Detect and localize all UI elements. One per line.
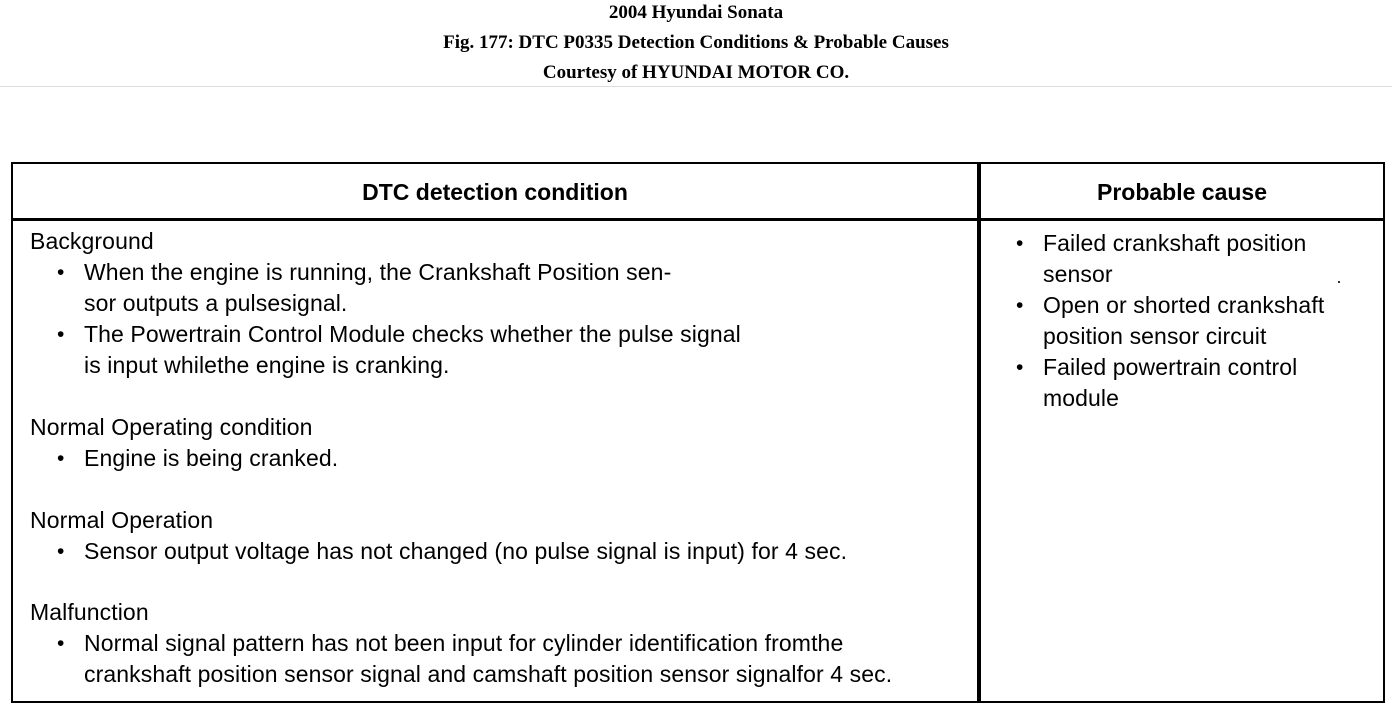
background-bullet-1-line-2: sor outputs a pulsesignal. bbox=[84, 290, 348, 316]
cause-1-line-1: Failed crankshaft position bbox=[1043, 230, 1307, 256]
bullet-icon: • bbox=[57, 447, 65, 470]
column-header-probable-cause: Probable cause bbox=[1096, 179, 1268, 205]
bullet-icon: • bbox=[1016, 294, 1024, 317]
section-heading-malfunction: Malfunction bbox=[30, 599, 149, 625]
figure-caption: Fig. 177: DTC P0335 Detection Conditions & Probable Causes bbox=[443, 32, 949, 53]
bullet-icon: • bbox=[57, 632, 65, 655]
bullet-icon: • bbox=[57, 323, 65, 346]
cause-2-line-1: Open or shorted crankshaft bbox=[1043, 292, 1325, 318]
cause-3-line-1: Failed powertrain control bbox=[1043, 354, 1298, 380]
column-divider bbox=[977, 164, 981, 701]
section-heading-background: Background bbox=[30, 228, 154, 254]
background-bullet-1-line-1: When the engine is running, the Crankshaft Position sen- bbox=[84, 259, 672, 285]
malfunction-bullet-1-line-2: crankshaft position sensor signal and camshaft position sensor signalfor 4 sec. bbox=[84, 661, 893, 687]
normal-operating-condition-bullet-1: Engine is being cranked. bbox=[84, 445, 339, 471]
header-divider bbox=[13, 218, 1383, 221]
vehicle-title: 2004 Hyundai Sonata bbox=[608, 2, 784, 23]
figure-header bbox=[0, 0, 1392, 87]
figure-courtesy: Courtesy of HYUNDAI MOTOR CO. bbox=[542, 62, 850, 83]
dtc-table bbox=[11, 162, 1385, 703]
bullet-icon: • bbox=[57, 540, 65, 563]
cause-1-line-2: sensor bbox=[1043, 261, 1113, 287]
bullet-icon: • bbox=[57, 261, 65, 284]
cause-2-line-2: position sensor circuit bbox=[1043, 323, 1267, 349]
normal-operation-bullet-1: Sensor output voltage has not changed (no pulse signal is input) for 4 sec. bbox=[84, 538, 848, 564]
cause-3-line-2: module bbox=[1043, 385, 1120, 411]
bullet-icon: • bbox=[1016, 232, 1024, 255]
background-bullet-2-line-2: is input whilethe engine is cranking. bbox=[84, 352, 450, 378]
section-heading-normal-operating-condition: Normal Operating condition bbox=[30, 414, 313, 440]
background-bullet-2-line-1: The Powertrain Control Module checks whether the pulse signal bbox=[84, 321, 741, 347]
bullet-icon: • bbox=[1016, 356, 1024, 379]
scan-speck bbox=[1338, 281, 1340, 283]
malfunction-bullet-1-line-1: Normal signal pattern has not been input for cylinder identification fromthe bbox=[84, 630, 844, 656]
column-header-detection-condition: DTC detection condition bbox=[362, 179, 628, 205]
section-heading-normal-operation: Normal Operation bbox=[30, 507, 214, 533]
